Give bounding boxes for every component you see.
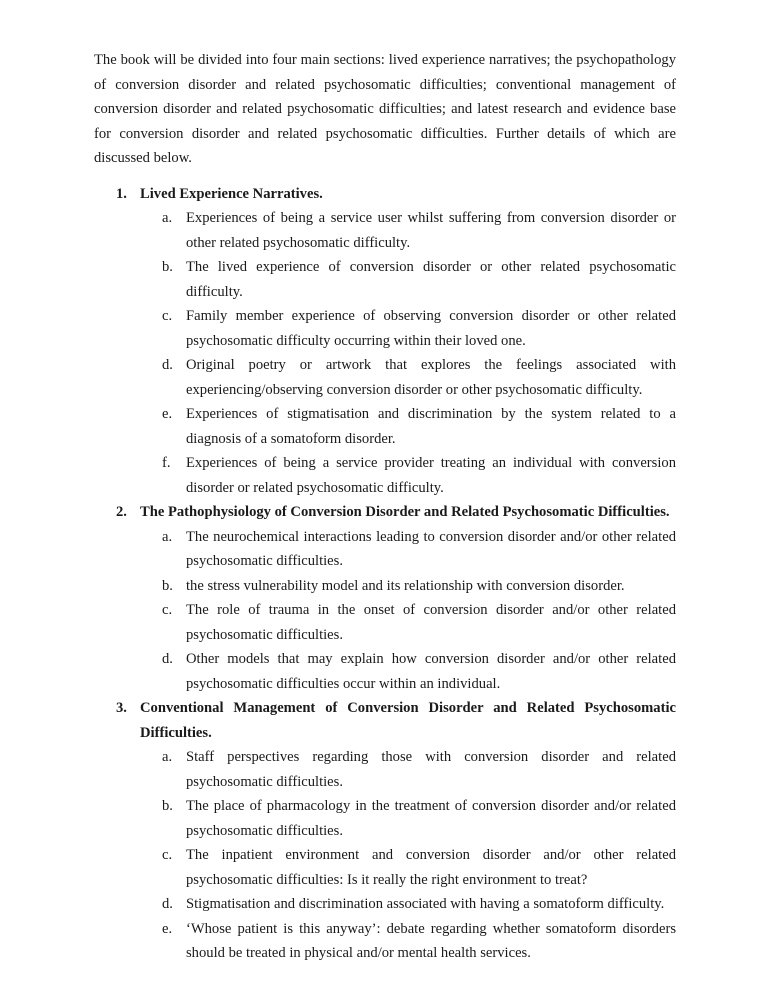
item-letter: a.: [162, 210, 173, 226]
section-title: Conventional Management of Conversion Disorder and Related Psychosomatic Difficulties.: [140, 700, 676, 741]
list-item: [140, 304, 676, 353]
list-item: [140, 647, 676, 696]
section-title: Lived Experience Narratives.: [140, 185, 323, 202]
list-item: [140, 574, 676, 599]
item-letter: d.: [162, 651, 173, 667]
item-text: The place of pharmacology in the treatment of conversion disorder and/or related psychosomatic difficulties.: [186, 798, 676, 839]
item-text: Experiences of being a service user whilst suffering from conversion disorder or other related psychosomatic difficulty.: [186, 210, 676, 251]
sections-list: [94, 182, 676, 966]
list-item: [140, 892, 676, 917]
section-3: [94, 696, 676, 966]
item-text: The neurochemical interactions leading to conversion disorder and/or other related psychosomatic difficulties.: [186, 528, 676, 569]
item-letter: d.: [162, 896, 173, 912]
section-items: [140, 206, 676, 500]
document-page: [94, 48, 676, 966]
list-item: [140, 794, 676, 843]
item-text: Family member experience of observing conversion disorder or other related psychosomatic difficulty occurring within their loved one.: [186, 308, 676, 349]
list-item: [140, 843, 676, 892]
item-letter: b.: [162, 798, 173, 814]
list-item: [140, 353, 676, 402]
section-title: The Pathophysiology of Conversion Disorder and Related Psychosomatic Difficulties.: [140, 504, 670, 520]
list-item: [140, 206, 676, 255]
item-letter: c.: [162, 308, 173, 324]
item-letter: e.: [162, 920, 173, 937]
section-items: [140, 745, 676, 966]
list-item: [140, 451, 676, 500]
item-text: Other models that may explain how conversion disorder and/or other related psychosomatic difficulties occur within an individual.: [186, 651, 676, 692]
section-number: 2.: [116, 504, 127, 520]
list-item: [140, 598, 676, 647]
item-text: Stigmatisation and discrimination associated with having a somatoform difficulty.: [186, 896, 665, 912]
list-item: [140, 402, 676, 451]
item-text: ‘Whose patient is this anyway’: debate regarding whether somatoform disorders should be treated in physical and/or mental health services.: [186, 920, 676, 961]
section-items: [140, 525, 676, 697]
item-letter: c.: [162, 847, 173, 863]
item-letter: d.: [162, 357, 173, 373]
item-letter: b.: [162, 259, 173, 275]
item-text: The lived experience of conversion disorder or other related psychosomatic difficulty.: [186, 259, 676, 300]
list-item: [140, 745, 676, 794]
item-letter: a.: [162, 528, 173, 545]
item-letter: a.: [162, 749, 173, 765]
section-number: 1.: [116, 185, 127, 202]
item-letter: c.: [162, 602, 173, 618]
section-1: [94, 182, 676, 501]
item-text: Experiences of stigmatisation and discrimination by the system related to a diagnosis of a somatoform disorder.: [186, 406, 676, 447]
item-letter: e.: [162, 406, 173, 422]
item-text: Experiences of being a service provider treating an individual with conversion disorder or related psychosomatic difficulty.: [186, 455, 676, 496]
section-2: [94, 500, 676, 696]
item-text: The inpatient environment and conversion disorder and/or other related psychosomatic difficulties: Is it really the right environment to treat?: [186, 847, 676, 888]
item-text: the stress vulnerability model and its relationship with conversion disorder.: [186, 577, 625, 594]
item-text: Staff perspectives regarding those with conversion disorder and related psychosomatic difficulties.: [186, 749, 676, 790]
section-number: 3.: [116, 700, 127, 716]
intro-paragraph: The book will be divided into four main sections: lived experience narratives; the psychopathology of conversion disorder and related psychosomatic difficulties; conventional management of conversion disorder and related psychosomatic difficulties; and latest research and evidence base for conversion disorder and related psychosomatic difficulties. Further details of which are discussed below.: [94, 52, 676, 166]
item-text: The role of trauma in the onset of conversion disorder and/or other related psychosomatic difficulties.: [186, 602, 676, 643]
list-item: [140, 917, 676, 966]
item-text: Original poetry or artwork that explores the feelings associated with experiencing/observing conversion disorder or other psychosomatic difficulty.: [186, 357, 676, 398]
list-item: [140, 255, 676, 304]
item-letter: f.: [162, 455, 171, 471]
list-item: [140, 525, 676, 574]
item-letter: b.: [162, 577, 173, 594]
